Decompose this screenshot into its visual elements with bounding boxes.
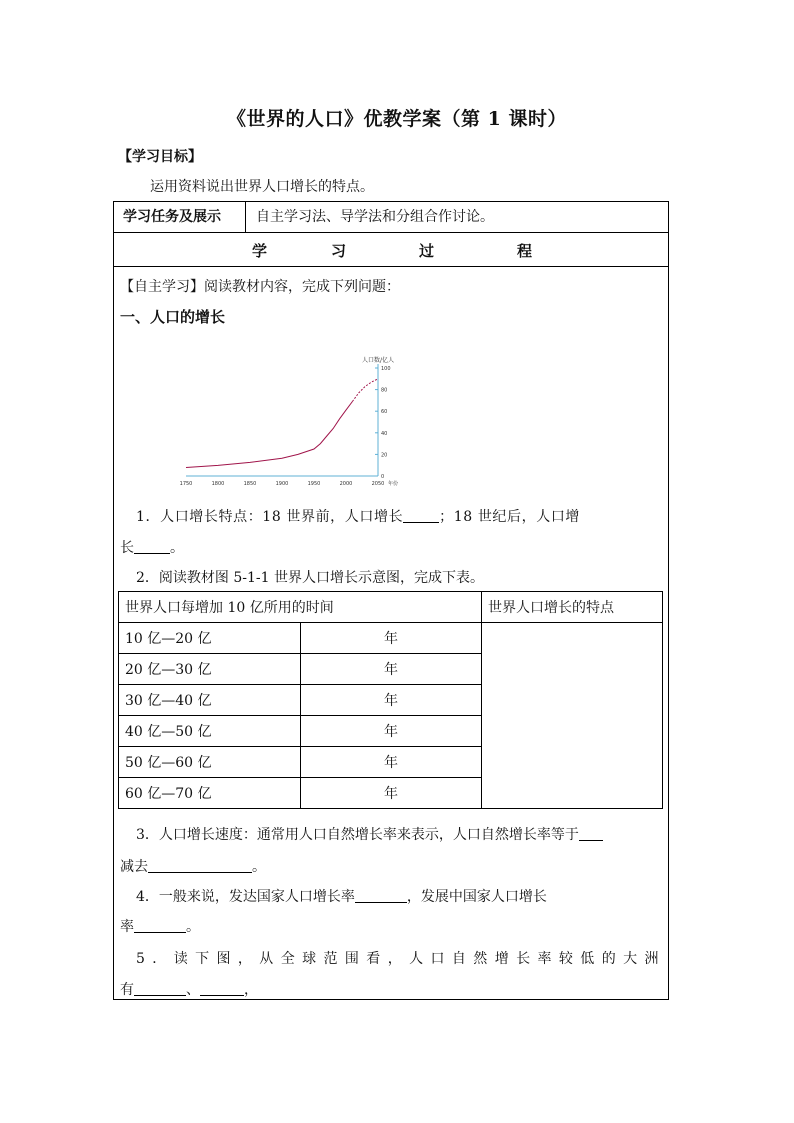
y-tick-label: 80 <box>381 387 388 394</box>
q3-text-c: 。 <box>252 859 266 875</box>
table-header-right: 世界人口增长的特点 <box>482 592 663 623</box>
x-tick-label: 1850 <box>243 481 257 487</box>
q5-text-d: ， <box>244 982 258 998</box>
x-tick-label: 1800 <box>211 481 225 487</box>
y-tick-label: 20 <box>381 452 388 459</box>
q4-text-d: 。 <box>186 919 200 935</box>
table-header-left: 世界人口每增加 10 亿所用的时间 <box>119 592 482 623</box>
answer-blank[interactable] <box>134 539 170 554</box>
goal-text: 运用资料说出世界人口增长的特点。 <box>150 179 374 195</box>
x-axis-label: 年份 <box>388 481 399 487</box>
y-tick-label: 40 <box>381 430 388 437</box>
projection-line <box>352 379 378 402</box>
range-cell: 50 亿—60 亿 <box>119 747 301 778</box>
answer-blank[interactable] <box>355 888 407 903</box>
page-title: 《世界的人口》优教学案（第 1 课时） <box>227 108 567 130</box>
x-tick-label: 2000 <box>339 481 353 487</box>
y-tick-label: 100 <box>381 366 391 372</box>
q4-text-c: 率 <box>120 919 134 935</box>
q3-text-b: 减去 <box>120 859 148 875</box>
answer-blank[interactable] <box>134 981 186 996</box>
years-cell[interactable]: 年 <box>301 778 482 809</box>
answer-blank[interactable] <box>579 826 603 841</box>
table-header-row <box>119 592 663 623</box>
question-1 <box>136 506 580 526</box>
q1-text-c: 长 <box>120 540 134 556</box>
question-4 <box>136 886 547 906</box>
range-cell: 20 亿—30 亿 <box>119 654 301 685</box>
process-char: 程 <box>517 242 533 260</box>
y-tick-label: 0 <box>381 474 385 480</box>
years-cell[interactable]: 年 <box>301 685 482 716</box>
section-heading: 一、人口的增长 <box>120 308 226 326</box>
years-cell[interactable]: 年 <box>301 716 482 747</box>
x-tick-label: 1900 <box>275 481 289 487</box>
task-value: 自主学习法、导学法和分组合作讨论。 <box>256 209 494 225</box>
range-cell: 60 亿—70 亿 <box>119 778 301 809</box>
x-tick-label: 1750 <box>179 481 193 487</box>
range-cell: 30 亿—40 亿 <box>119 685 301 716</box>
range-cell: 40 亿—50 亿 <box>119 716 301 747</box>
q1-text-b: ；18 世纪后，人口增 <box>439 509 581 525</box>
question-3 <box>136 824 603 844</box>
y-tick-label: 60 <box>381 409 388 416</box>
self-study-heading: 【自主学习】阅读教材内容，完成下列问题： <box>120 279 400 295</box>
process-heading <box>114 233 668 267</box>
years-cell[interactable]: 年 <box>301 747 482 778</box>
process-char: 过 <box>419 242 435 260</box>
years-cell[interactable]: 年 <box>301 623 482 654</box>
question-3-cont <box>120 856 266 876</box>
q1-text-d: 。 <box>170 540 184 556</box>
population-chart <box>179 338 412 490</box>
goal-heading: 【学习目标】 <box>118 149 202 165</box>
q4-text-b: ，发展中国家人口增长 <box>406 889 547 905</box>
table-row <box>119 623 663 654</box>
population-line <box>186 402 352 468</box>
question-5-cont <box>120 979 258 999</box>
population-table <box>118 591 663 809</box>
range-cell: 10 亿—20 亿 <box>119 623 301 654</box>
question-4-cont <box>120 916 200 936</box>
q1-text-a: 1．人口增长特点：18 世界前，人口增长 <box>136 509 404 525</box>
x-tick-label: 1950 <box>307 481 321 487</box>
q3-text-a: 3．人口增长速度：通常用人口自然增长率来表示，人口自然增长率等于 <box>136 827 579 843</box>
q5-text-b: 有 <box>120 982 134 998</box>
y-axis-label: 人口数/亿人 <box>362 357 395 364</box>
task-label: 学习任务及展示 <box>114 202 246 232</box>
question-2: 2．阅读教材图 5-1-1 世界人口增长示意图，完成下表。 <box>136 570 484 586</box>
process-char: 习 <box>331 242 347 260</box>
feature-cell[interactable] <box>482 623 663 809</box>
question-5: 5．读下图，从全球范围看，人口自然增长率较低的大洲 <box>136 951 666 967</box>
question-1-cont <box>120 537 184 557</box>
x-tick-label: 2050 <box>371 481 385 487</box>
answer-blank[interactable] <box>148 858 252 873</box>
q5-text-c: 、 <box>186 982 200 998</box>
q4-text-a: 4．一般来说，发达国家人口增长率 <box>136 889 355 905</box>
years-cell[interactable]: 年 <box>301 654 482 685</box>
process-char: 学 <box>252 242 268 260</box>
answer-blank[interactable] <box>403 508 439 523</box>
answer-blank[interactable] <box>200 981 244 996</box>
task-row <box>114 202 668 233</box>
answer-blank[interactable] <box>134 918 186 933</box>
